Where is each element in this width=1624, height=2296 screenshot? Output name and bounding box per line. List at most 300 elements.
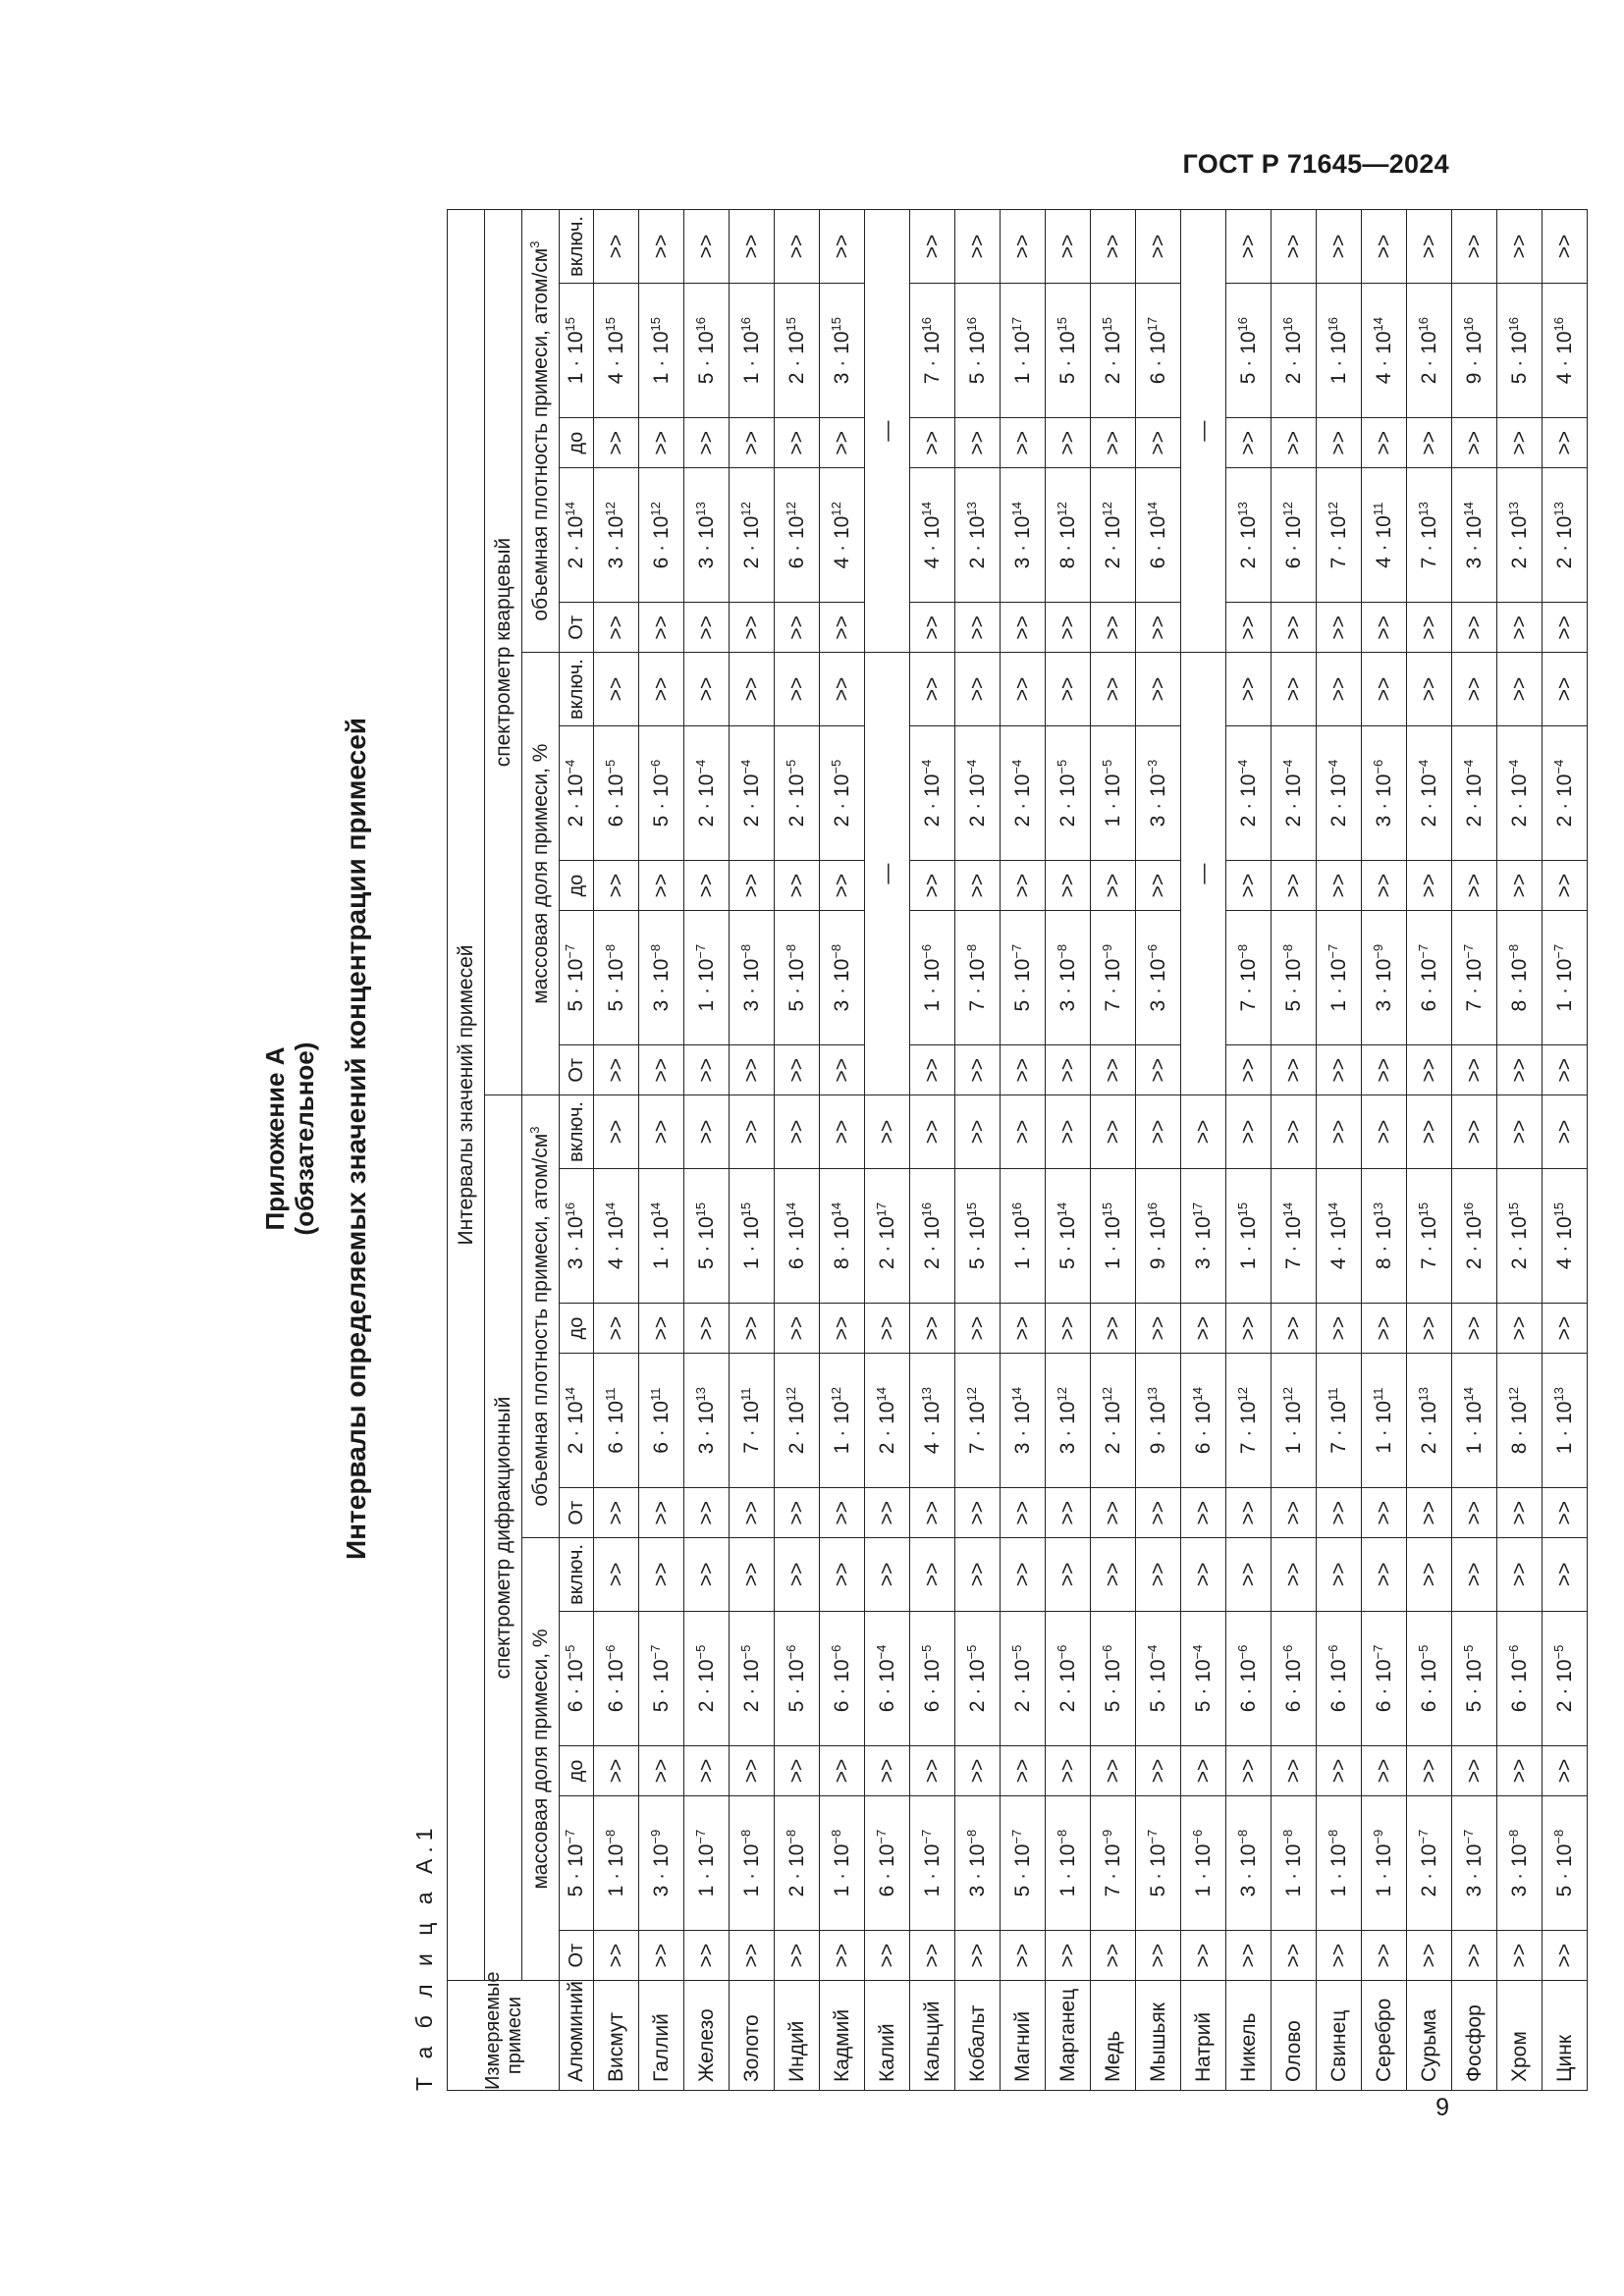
range-to-value: $5 \cdot 10^{15}$ xyxy=(684,1168,730,1303)
ditto-mark: >> xyxy=(1317,603,1362,653)
ditto-mark: >> xyxy=(1272,210,1317,284)
ditto-mark: >> xyxy=(684,603,730,653)
appendix-title: Приложение А xyxy=(260,1046,290,1231)
range-from-value: $1 \cdot 10^{-8}$ xyxy=(594,1795,639,1930)
ditto-mark: >> xyxy=(1091,1538,1136,1612)
range-to-value: $8 \cdot 10^{14}$ xyxy=(820,1168,865,1303)
ditto-mark: >> xyxy=(1046,1488,1091,1538)
ditto-mark: >> xyxy=(1452,861,1497,911)
ditto-mark: >> xyxy=(1407,653,1452,726)
range-to-value: $2 \cdot 10^{16}$ xyxy=(910,1168,955,1303)
ditto-mark: >> xyxy=(1407,603,1452,653)
ditto-mark: >> xyxy=(1407,1746,1452,1796)
range-from-value: $1 \cdot 10^{-8}$ xyxy=(1272,1795,1317,1930)
ditto-mark: >> xyxy=(1362,1538,1407,1612)
ditto-mark: >> xyxy=(955,1538,1001,1612)
range-to-value: $2 \cdot 10^{-4}$ xyxy=(910,725,955,860)
range-to-value: $2 \cdot 10^{-4}$ xyxy=(1497,725,1543,860)
ditto-mark: >> xyxy=(1046,861,1091,911)
range-to-value: $2 \cdot 10^{-4}$ xyxy=(730,725,775,860)
ditto-mark: >> xyxy=(1091,1095,1136,1169)
ditto-mark: >> xyxy=(1317,418,1362,468)
range-from-value: $5 \cdot 10^{-7}$ xyxy=(1001,1795,1046,1930)
range-from-value: $8 \cdot 10^{-8}$ xyxy=(1497,911,1543,1045)
ditto-mark: >> xyxy=(1091,210,1136,284)
element-name: Медь xyxy=(1091,1981,1136,2091)
ditto-mark: >> xyxy=(1452,1488,1497,1538)
range-from-value: $7 \cdot 10^{13}$ xyxy=(1407,468,1452,603)
element-name: Калий xyxy=(865,1981,910,2091)
range-to-value: $2 \cdot 10^{-5}$ xyxy=(775,725,820,860)
header-row-ranges xyxy=(560,210,594,2091)
range-from-value: $3 \cdot 10^{-9}$ xyxy=(1362,911,1407,1045)
header-range-label: до xyxy=(560,1304,594,1354)
ditto-mark: >> xyxy=(1091,1746,1136,1796)
ditto-mark: >> xyxy=(1136,1931,1181,1981)
range-to-value: $2 \cdot 10^{-4}$ xyxy=(1543,725,1588,860)
ditto-mark: >> xyxy=(1272,1045,1317,1095)
ditto-mark: >> xyxy=(1046,1746,1091,1796)
ditto-mark: >> xyxy=(1317,1095,1362,1169)
ditto-mark: >> xyxy=(1452,1045,1497,1095)
ditto-mark: >> xyxy=(1136,1095,1181,1169)
range-from-value: $1 \cdot 10^{-7}$ xyxy=(1543,911,1588,1045)
ditto-mark: >> xyxy=(820,210,865,284)
ditto-mark: >> xyxy=(1407,1488,1452,1538)
ditto-mark: >> xyxy=(594,210,639,284)
ditto-mark: >> xyxy=(1272,1746,1317,1796)
ditto-mark: >> xyxy=(1091,1488,1136,1538)
ditto-mark: >> xyxy=(1272,653,1317,726)
header-range-label: От xyxy=(560,1045,594,1095)
ditto-mark: >> xyxy=(865,1304,910,1354)
page-number: 9 xyxy=(1435,2094,1449,2121)
ditto-mark: >> xyxy=(730,210,775,284)
ditto-mark: >> xyxy=(1407,210,1452,284)
range-to-value: $2 \cdot 10^{15}$ xyxy=(775,283,820,417)
ditto-mark: >> xyxy=(1046,210,1091,284)
ditto-mark: >> xyxy=(639,1095,684,1169)
header-range-label: включ. xyxy=(560,1538,594,1612)
header-intervals: Интервалы значений примесей xyxy=(448,210,485,1981)
ditto-mark: >> xyxy=(820,1746,865,1796)
ditto-mark: >> xyxy=(820,1095,865,1169)
ditto-mark: >> xyxy=(775,1488,820,1538)
header-d-volume: объемная плотность примеси, атом/$см^3$ xyxy=(522,1095,560,1538)
range-from-value: $7 \cdot 10^{-8}$ xyxy=(955,911,1001,1045)
ditto-mark: >> xyxy=(1136,1304,1181,1354)
ditto-mark: >> xyxy=(730,418,775,468)
ditto-mark: >> xyxy=(910,418,955,468)
ditto-mark: >> xyxy=(730,1538,775,1612)
ditto-mark: >> xyxy=(1317,210,1362,284)
ditto-mark: >> xyxy=(1317,1045,1362,1095)
ditto-mark: >> xyxy=(820,1931,865,1981)
ditto-mark: >> xyxy=(910,1931,955,1981)
range-from-value: $4 \cdot 10^{11}$ xyxy=(1362,468,1407,603)
ditto-mark: >> xyxy=(1317,861,1362,911)
ditto-mark: >> xyxy=(820,1538,865,1612)
range-to-value: $6 \cdot 10^{-6}$ xyxy=(820,1611,865,1745)
ditto-mark: >> xyxy=(955,1746,1001,1796)
ditto-mark: >> xyxy=(775,210,820,284)
ditto-mark: >> xyxy=(1452,1746,1497,1796)
element-name: Висмут xyxy=(594,1981,639,2091)
element-name: Фосфор xyxy=(1452,1981,1497,2091)
range-from-value: $8 \cdot 10^{12}$ xyxy=(1497,1353,1543,1487)
header-range-label: включ. xyxy=(560,1095,594,1169)
ditto-mark: >> xyxy=(1001,1746,1046,1796)
range-from-value: $3 \cdot 10^{14}$ xyxy=(1001,1353,1046,1487)
ditto-mark: >> xyxy=(1136,653,1181,726)
table-body xyxy=(594,210,1588,2091)
range-to-value: $7 \cdot 10^{16}$ xyxy=(910,283,955,417)
ditto-mark: >> xyxy=(639,653,684,726)
appendix-heading: Интервалы определяемых значений концентрации примесей xyxy=(341,718,371,1560)
range-to-value: $2 \cdot 10^{17}$ xyxy=(865,1168,910,1303)
ditto-mark: >> xyxy=(1362,1746,1407,1796)
ditto-mark: >> xyxy=(730,653,775,726)
ditto-mark: >> xyxy=(1001,1931,1046,1981)
range-from-value: $3 \cdot 10^{-8}$ xyxy=(639,911,684,1045)
ditto-mark: >> xyxy=(775,1045,820,1095)
range-from-value: $7 \cdot 10^{-9}$ xyxy=(1091,911,1136,1045)
range-from-value: $7 \cdot 10^{12}$ xyxy=(1317,468,1362,603)
range-from-value: $2 \cdot 10^{13}$ xyxy=(1497,468,1543,603)
range-to-value: $5 \cdot 10^{-7}$ xyxy=(639,1611,684,1745)
range-to-value: $5 \cdot 10^{15}$ xyxy=(955,1168,1001,1303)
table-row xyxy=(1046,210,1091,2091)
ditto-mark: >> xyxy=(910,1746,955,1796)
element-name: Индий xyxy=(775,1981,820,2091)
range-to-value: $7 \cdot 10^{14}$ xyxy=(1272,1168,1317,1303)
ditto-mark: >> xyxy=(639,1045,684,1095)
range-from-value: $3 \cdot 10^{-7}$ xyxy=(1452,1795,1497,1930)
table-row xyxy=(1452,210,1497,2091)
element-name: Кобальт xyxy=(955,1981,1001,2091)
range-from-value: $1 \cdot 10^{-7}$ xyxy=(1317,911,1362,1045)
range-to-value: $2 \cdot 10^{-4}$ xyxy=(1226,725,1272,860)
range-from-value: $3 \cdot 10^{13}$ xyxy=(684,1353,730,1487)
ditto-mark: >> xyxy=(1046,1095,1091,1169)
ditto-mark: >> xyxy=(1452,1538,1497,1612)
header-range-label: От xyxy=(560,603,594,653)
range-from-value: $2 \cdot 10^{13}$ xyxy=(1407,1353,1452,1487)
ditto-mark: >> xyxy=(775,1538,820,1612)
range-from-value: $2 \cdot 10^{12}$ xyxy=(1091,468,1136,603)
ditto-mark: >> xyxy=(1272,1304,1317,1354)
ditto-mark: >> xyxy=(910,1045,955,1095)
ditto-mark: >> xyxy=(865,1095,910,1169)
ditto-mark: >> xyxy=(730,1931,775,1981)
header-range-value: $5 \cdot 10^{-7}$ xyxy=(560,911,594,1045)
ditto-mark: >> xyxy=(775,861,820,911)
range-from-value: $6 \cdot 10^{11}$ xyxy=(639,1353,684,1487)
ditto-mark: >> xyxy=(1001,1488,1046,1538)
ditto-mark: >> xyxy=(1317,1931,1362,1981)
element-name: Олово xyxy=(1272,1981,1317,2091)
range-to-value: $5 \cdot 10^{16}$ xyxy=(955,283,1001,417)
header-range-value: $6 \cdot 10^{-5}$ xyxy=(560,1611,594,1745)
range-from-value: $2 \cdot 10^{12}$ xyxy=(1091,1353,1136,1487)
ditto-mark: >> xyxy=(1317,1488,1362,1538)
ditto-mark: >> xyxy=(684,861,730,911)
table-row xyxy=(1136,210,1181,2091)
element-name: Золото xyxy=(730,1981,775,2091)
ditto-mark: >> xyxy=(1452,1095,1497,1169)
table-row xyxy=(639,210,684,2091)
ditto-mark: >> xyxy=(1136,210,1181,284)
range-to-value: $1 \cdot 10^{-5}$ xyxy=(1091,725,1136,860)
range-from-value: $5 \cdot 10^{-8}$ xyxy=(594,911,639,1045)
range-from-value: $4 \cdot 10^{12}$ xyxy=(820,468,865,603)
ditto-mark: >> xyxy=(1181,1304,1226,1354)
range-from-value: $3 \cdot 10^{-8}$ xyxy=(820,911,865,1045)
ditto-mark: >> xyxy=(1543,1095,1588,1169)
ditto-mark: >> xyxy=(1317,1538,1362,1612)
range-to-value: $4 \cdot 10^{15}$ xyxy=(594,283,639,417)
ditto-mark: >> xyxy=(684,1045,730,1095)
ditto-mark: >> xyxy=(639,418,684,468)
ditto-mark: >> xyxy=(1272,1095,1317,1169)
range-to-value: $2 \cdot 10^{15}$ xyxy=(1497,1168,1543,1303)
ditto-mark: >> xyxy=(1046,1045,1091,1095)
ditto-mark: >> xyxy=(1091,861,1136,911)
range-to-value: $9 \cdot 10^{16}$ xyxy=(1452,283,1497,417)
ditto-mark: >> xyxy=(865,1931,910,1981)
header-range-label: включ. xyxy=(560,653,594,726)
ditto-mark: >> xyxy=(1407,861,1452,911)
ditto-mark: >> xyxy=(910,1538,955,1612)
range-to-value: $4 \cdot 10^{14}$ xyxy=(1317,1168,1362,1303)
ditto-mark: >> xyxy=(1497,653,1543,726)
ditto-mark: >> xyxy=(594,1304,639,1354)
range-from-value: $1 \cdot 10^{-8}$ xyxy=(730,1795,775,1930)
ditto-mark: >> xyxy=(639,861,684,911)
range-from-value: $2 \cdot 10^{12}$ xyxy=(775,1353,820,1487)
ditto-mark: >> xyxy=(955,1488,1001,1538)
ditto-mark: >> xyxy=(684,210,730,284)
ditto-mark: >> xyxy=(1497,1746,1543,1796)
ditto-mark: >> xyxy=(955,653,1001,726)
range-to-value: $2 \cdot 10^{-4}$ xyxy=(1001,725,1046,860)
ditto-mark: >> xyxy=(1497,1538,1543,1612)
ditto-mark: >> xyxy=(730,1045,775,1095)
ditto-mark: >> xyxy=(684,418,730,468)
range-to-value: $3 \cdot 10^{-6}$ xyxy=(1362,725,1407,860)
ditto-mark: >> xyxy=(820,418,865,468)
ditto-mark: >> xyxy=(910,861,955,911)
ditto-mark: >> xyxy=(730,603,775,653)
ditto-mark: >> xyxy=(820,1045,865,1095)
range-from-value: $4 \cdot 10^{14}$ xyxy=(910,468,955,603)
ditto-mark: >> xyxy=(594,1931,639,1981)
ditto-mark: >> xyxy=(730,861,775,911)
range-to-value: $5 \cdot 10^{-4}$ xyxy=(1181,1611,1226,1745)
ditto-mark: >> xyxy=(820,1488,865,1538)
ditto-mark: >> xyxy=(684,1304,730,1354)
range-to-value: $4 \cdot 10^{14}$ xyxy=(1362,283,1407,417)
ditto-mark: >> xyxy=(910,210,955,284)
range-from-value: $2 \cdot 10^{14}$ xyxy=(865,1353,910,1487)
range-from-value: $3 \cdot 10^{-8}$ xyxy=(1226,1795,1272,1930)
ditto-mark: >> xyxy=(1272,418,1317,468)
ditto-mark: >> xyxy=(1272,1931,1317,1981)
header-range-value: $2 \cdot 10^{14}$ xyxy=(560,468,594,603)
ditto-mark: >> xyxy=(1272,603,1317,653)
ditto-mark: >> xyxy=(1543,210,1588,284)
range-from-value: $1 \cdot 10^{12}$ xyxy=(820,1353,865,1487)
range-from-value: $1 \cdot 10^{-6}$ xyxy=(1181,1795,1226,1930)
table-row xyxy=(1272,210,1317,2091)
ditto-mark: >> xyxy=(730,1488,775,1538)
ditto-mark: >> xyxy=(1091,653,1136,726)
ditto-mark: >> xyxy=(1226,1045,1272,1095)
ditto-mark: >> xyxy=(1452,418,1497,468)
range-to-value: $1 \cdot 10^{15}$ xyxy=(730,1168,775,1303)
ditto-mark: >> xyxy=(1001,861,1046,911)
ditto-mark: >> xyxy=(1046,418,1091,468)
ditto-mark: >> xyxy=(639,1538,684,1612)
range-to-value: $2 \cdot 10^{-5}$ xyxy=(730,1611,775,1745)
range-from-value: $6 \cdot 10^{14}$ xyxy=(1136,468,1181,603)
ditto-mark: >> xyxy=(1226,1488,1272,1538)
range-to-value: $2 \cdot 10^{-6}$ xyxy=(1046,1611,1091,1745)
range-from-value: $6 \cdot 10^{-7}$ xyxy=(865,1795,910,1930)
header-impurities: Измеряемые примеси xyxy=(448,1981,560,2091)
rotated-page xyxy=(260,187,1576,2091)
range-to-value: $6 \cdot 10^{-5}$ xyxy=(910,1611,955,1745)
range-to-value: $2 \cdot 10^{-5}$ xyxy=(1001,1611,1046,1745)
range-to-value: $9 \cdot 10^{16}$ xyxy=(1136,1168,1181,1303)
ditto-mark: >> xyxy=(910,603,955,653)
header-range-label: до xyxy=(560,1746,594,1796)
range-to-value: $7 \cdot 10^{15}$ xyxy=(1407,1168,1452,1303)
ditto-mark: >> xyxy=(1497,210,1543,284)
range-to-value: $6 \cdot 10^{-4}$ xyxy=(865,1611,910,1745)
ditto-mark: >> xyxy=(1497,1045,1543,1095)
element-name: Никель xyxy=(1226,1981,1272,2091)
ditto-mark: >> xyxy=(594,1538,639,1612)
ditto-mark: >> xyxy=(1046,603,1091,653)
range-from-value: $5 \cdot 10^{-8}$ xyxy=(1543,1795,1588,1930)
element-name: Кадмий xyxy=(820,1981,865,2091)
ditto-mark: >> xyxy=(1091,1045,1136,1095)
header-range-label: От xyxy=(560,1488,594,1538)
ditto-mark: >> xyxy=(1317,1304,1362,1354)
ditto-mark: >> xyxy=(1226,1538,1272,1612)
range-from-value: $7 \cdot 10^{11}$ xyxy=(730,1353,775,1487)
ditto-mark: >> xyxy=(1091,1304,1136,1354)
ditto-mark: >> xyxy=(594,1045,639,1095)
ditto-mark: >> xyxy=(1317,1746,1362,1796)
ditto-mark: >> xyxy=(1001,1045,1046,1095)
range-from-value: $3 \cdot 10^{12}$ xyxy=(594,468,639,603)
ditto-mark: >> xyxy=(955,418,1001,468)
element-name: Магний xyxy=(1001,1981,1046,2091)
ditto-mark: >> xyxy=(1543,603,1588,653)
ditto-mark: >> xyxy=(1497,603,1543,653)
range-to-value: $2 \cdot 10^{16}$ xyxy=(1452,1168,1497,1303)
range-to-value: $5 \cdot 10^{-6}$ xyxy=(639,725,684,860)
range-to-value: $5 \cdot 10^{14}$ xyxy=(1046,1168,1091,1303)
appendix-status: (обязательное) xyxy=(290,1041,319,1236)
range-to-value: $6 \cdot 10^{-6}$ xyxy=(1272,1611,1317,1745)
range-to-value: $2 \cdot 10^{-4}$ xyxy=(1317,725,1362,860)
table-row xyxy=(865,210,910,2091)
no-data-dash: — xyxy=(1181,653,1226,1095)
range-from-value: $7 \cdot 10^{-7}$ xyxy=(1452,911,1497,1045)
ditto-mark: >> xyxy=(1362,1488,1407,1538)
ditto-mark: >> xyxy=(594,1095,639,1169)
ditto-mark: >> xyxy=(639,603,684,653)
header-quartz: спектрометр кварцевый xyxy=(485,210,522,1095)
range-to-value: $2 \cdot 10^{-5}$ xyxy=(820,725,865,860)
table-row xyxy=(594,210,639,2091)
element-name: Алюминий xyxy=(560,1981,594,2091)
range-from-value: $3 \cdot 10^{13}$ xyxy=(684,468,730,603)
ditto-mark: >> xyxy=(1362,653,1407,726)
no-data-dash: — xyxy=(1181,210,1226,653)
range-to-value: $5 \cdot 10^{16}$ xyxy=(684,283,730,417)
range-to-value: $3 \cdot 10^{15}$ xyxy=(820,283,865,417)
range-from-value: $5 \cdot 10^{-8}$ xyxy=(775,911,820,1045)
range-to-value: $4 \cdot 10^{16}$ xyxy=(1543,283,1588,417)
range-from-value: $2 \cdot 10^{13}$ xyxy=(1226,468,1272,603)
header-q-mass: массовая доля примеси, % xyxy=(522,653,560,1095)
ditto-mark: >> xyxy=(1407,1095,1452,1169)
range-from-value: $3 \cdot 10^{12}$ xyxy=(1046,1353,1091,1487)
header-diffraction: спектрометр дифракционный xyxy=(485,1095,522,1981)
ditto-mark: >> xyxy=(775,1746,820,1796)
range-to-value: $8 \cdot 10^{13}$ xyxy=(1362,1168,1407,1303)
range-to-value: $5 \cdot 10^{16}$ xyxy=(1226,283,1272,417)
range-from-value: $1 \cdot 10^{-8}$ xyxy=(820,1795,865,1930)
ditto-mark: >> xyxy=(1543,1304,1588,1354)
range-to-value: $2 \cdot 10^{-5}$ xyxy=(1543,1611,1588,1745)
range-from-value: $1 \cdot 10^{-8}$ xyxy=(1046,1795,1091,1930)
range-to-value: $2 \cdot 10^{-4}$ xyxy=(1452,725,1497,860)
range-from-value: $2 \cdot 10^{12}$ xyxy=(730,468,775,603)
ditto-mark: >> xyxy=(1136,1746,1181,1796)
ditto-mark: >> xyxy=(1452,1931,1497,1981)
ditto-mark: >> xyxy=(1497,1304,1543,1354)
ditto-mark: >> xyxy=(1136,1045,1181,1095)
ditto-mark: >> xyxy=(1001,210,1046,284)
ditto-mark: >> xyxy=(1046,1538,1091,1612)
ditto-mark: >> xyxy=(1136,603,1181,653)
impurity-intervals-table xyxy=(447,209,1588,2091)
ditto-mark: >> xyxy=(1497,418,1543,468)
ditto-mark: >> xyxy=(955,210,1001,284)
ditto-mark: >> xyxy=(1497,1488,1543,1538)
ditto-mark: >> xyxy=(1543,1045,1588,1095)
ditto-mark: >> xyxy=(1362,603,1407,653)
header-range-label: включ. xyxy=(560,210,594,284)
header-range-label: до xyxy=(560,861,594,911)
element-name: Галлий xyxy=(639,1981,684,2091)
range-from-value: $2 \cdot 10^{13}$ xyxy=(955,468,1001,603)
range-from-value: $3 \cdot 10^{14}$ xyxy=(1452,468,1497,603)
ditto-mark: >> xyxy=(1091,603,1136,653)
ditto-mark: >> xyxy=(1001,1095,1046,1169)
table-row xyxy=(1407,210,1452,2091)
ditto-mark: >> xyxy=(910,653,955,726)
ditto-mark: >> xyxy=(1272,861,1317,911)
range-to-value: $1 \cdot 10^{15}$ xyxy=(1226,1168,1272,1303)
range-to-value: $2 \cdot 10^{-5}$ xyxy=(955,1611,1001,1745)
range-to-value: $5 \cdot 10^{-6}$ xyxy=(1091,1611,1136,1745)
